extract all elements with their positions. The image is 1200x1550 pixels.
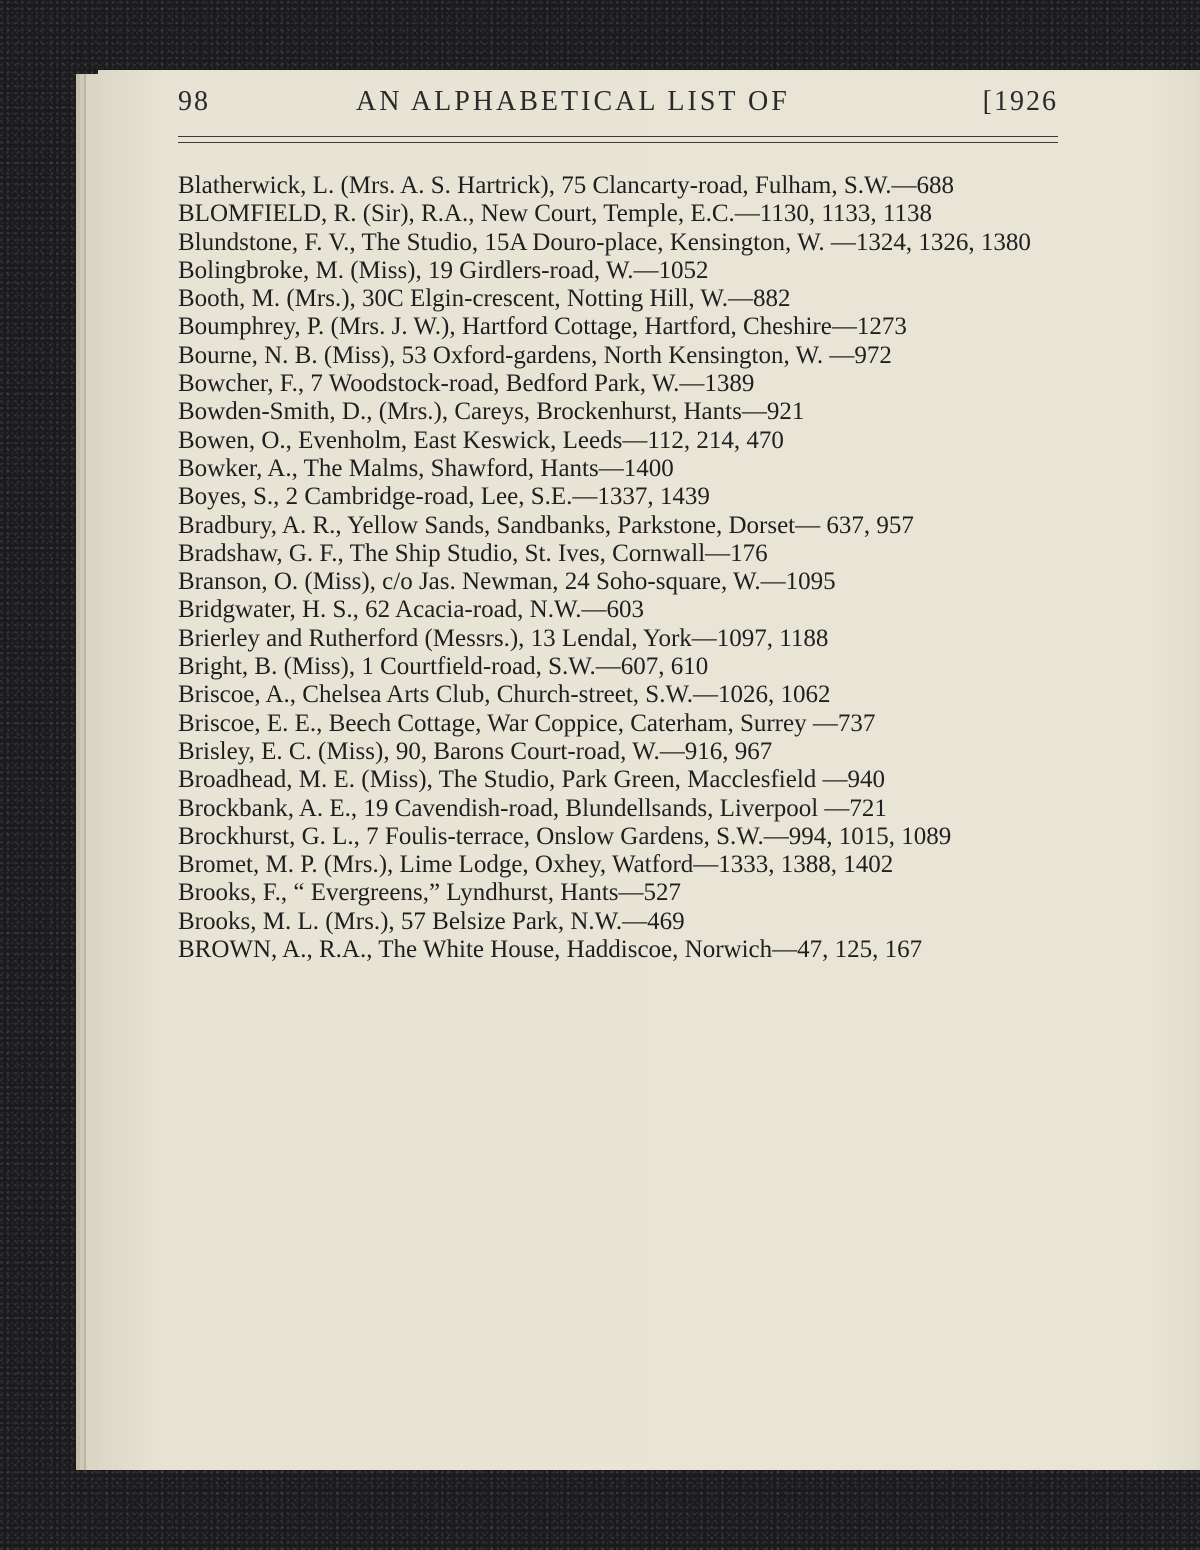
entry: Bromet, M. P. (Mrs.), Lime Lodge, Oxhey, Watford—1333, 1388, 1402	[178, 851, 894, 879]
entry: Bridgwater, H. S., 62 Acacia-road, N.W.—603	[178, 596, 645, 624]
entry: BROWN, A., R.A., The White House, Haddiscoe, Norwich—47, 125, 167	[178, 936, 923, 964]
entry: Briscoe, A., Chelsea Arts Club, Church-street, S.W.—1026, 1062	[178, 681, 831, 709]
running-year: [1926	[982, 86, 1058, 117]
entry: Brierley and Rutherford (Messrs.), 13 Lendal, York—1097, 1188	[178, 624, 829, 652]
entry: Brockbank, A. E., 19 Cavendish-road, Blundellsands, Liverpool —721	[178, 794, 887, 822]
entry: Bowcher, F., 7 Woodstock-road, Bedford Park, W.—1389	[178, 370, 755, 398]
entry: Bradbury, A. R., Yellow Sands, Sandbanks, Parkstone, Dorset— 637, 957	[178, 511, 914, 539]
entry: Brooks, F., “ Evergreens,” Lyndhurst, Hants—527	[178, 879, 682, 907]
running-title: AN ALPHABETICAL LIST OF	[356, 86, 790, 117]
entry: Brockhurst, G. L., 7 Foulis-terrace, Onslow Gardens, S.W.—994, 1015, 1089	[178, 822, 952, 850]
entry-list	[178, 172, 1058, 964]
page-number: 98	[178, 86, 210, 117]
entry: BLOMFIELD, R. (Sir), R.A., New Court, Temple, E.C.—1130, 1133, 1138	[178, 200, 933, 228]
header-rule-thick	[178, 136, 1058, 137]
entry: Briscoe, E. E., Beech Cottage, War Coppice, Caterham, Surrey —737	[178, 709, 876, 737]
entry: Blatherwick, L. (Mrs. A. S. Hartrick), 75 Clancarty-road, Fulham, S.W.—688	[178, 172, 955, 199]
entry: Boyes, S., 2 Cambridge-road, Lee, S.E.—1337, 1439	[178, 483, 710, 511]
entry: Bowker, A., The Malms, Shawford, Hants—1400	[178, 454, 674, 482]
entry: Brisley, E. C. (Miss), 90, Barons Court-road, W.—916, 967	[178, 737, 773, 765]
entry: Booth, M. (Mrs.), 30C Elgin-crescent, Notting Hill, W.—882	[178, 285, 791, 313]
header-rule-thin	[178, 142, 1058, 143]
entry: Brooks, M. L. (Mrs.), 57 Belsize Park, N.W.—469	[178, 907, 685, 935]
entry: Bowen, O., Evenholm, East Keswick, Leeds—112, 214, 470	[178, 426, 784, 454]
entry: Bradshaw, G. F., The Ship Studio, St. Ives, Cornwall—176	[178, 539, 768, 567]
running-header	[178, 86, 1058, 126]
entry: Bright, B. (Miss), 1 Courtfield-road, S.W.—607, 610	[178, 653, 709, 681]
entry: Broadhead, M. E. (Miss), The Studio, Park Green, Macclesfield —940	[178, 766, 886, 794]
entry: Bolingbroke, M. (Miss), 19 Girdlers-road, W.—1052	[178, 256, 709, 284]
entry: Boumphrey, P. (Mrs. J. W.), Hartford Cottage, Hartford, Cheshire—1273	[178, 313, 907, 341]
entry: Branson, O. (Miss), c/o Jas. Newman, 24 Soho-square, W.—1095	[178, 568, 836, 596]
entry: Blundstone, F. V., The Studio, 15A Douro-place, Kensington, W. —1324, 1326, 1380	[178, 228, 1031, 256]
entry: Bowden-Smith, D., (Mrs.), Careys, Brockenhurst, Hants—921	[178, 398, 805, 426]
entry: Bourne, N. B. (Miss), 53 Oxford-gardens, North Kensington, W. —972	[178, 341, 892, 369]
